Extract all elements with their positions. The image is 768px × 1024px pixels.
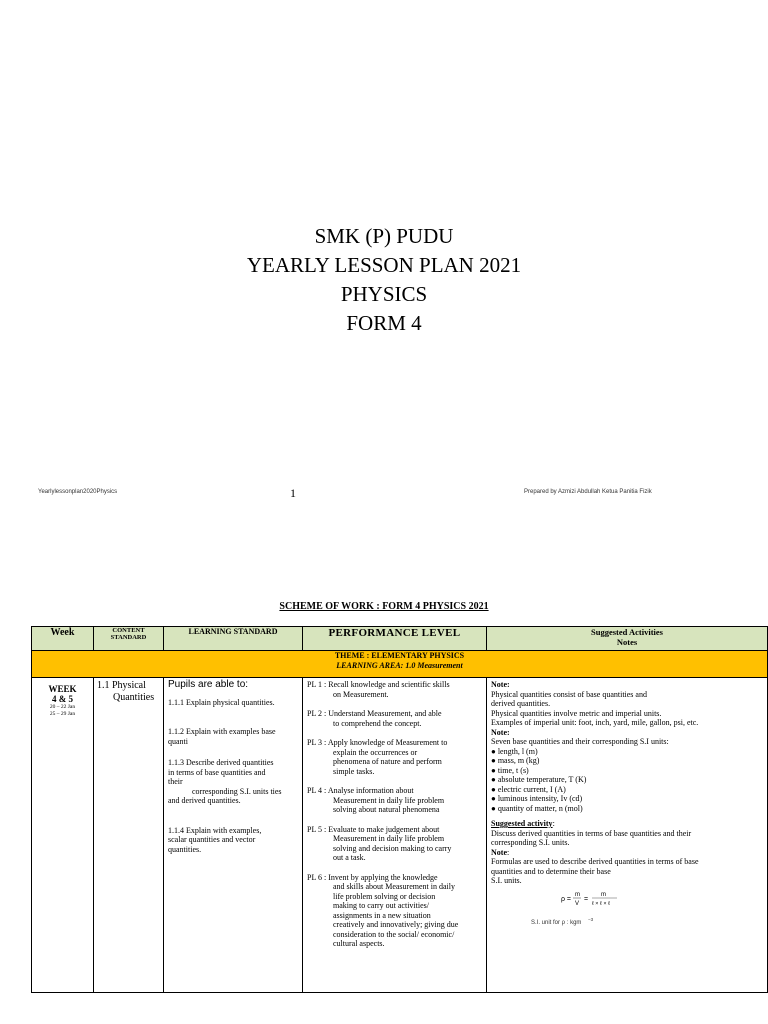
learning-standard-cell: [164, 678, 303, 993]
content-standard-cell: [94, 678, 164, 993]
formula-m1: m: [575, 891, 580, 898]
formula-V: V: [575, 900, 580, 907]
header-suggested-activities: Suggested Activities Notes: [487, 627, 768, 651]
page-number: 1: [290, 486, 296, 500]
week-date-2: 25 – 29 Jan: [49, 711, 76, 717]
week-label: WEEK: [48, 684, 77, 694]
list-item: ● luminous intensity, Iv (cd): [491, 794, 583, 803]
performance-level-1: PL 1 : Recall knowledge and scientific skills on Measurement.: [307, 680, 450, 699]
learning-area-label: LEARNING AREA: 1.0 Measurement: [336, 661, 463, 670]
formula-unit-exponent: −3: [588, 916, 594, 922]
footer-filename: Yearlylessonplan2020Physics: [38, 489, 118, 495]
scheme-title: SCHEME OF WORK : FORM 4 PHYSICS 2021: [279, 601, 489, 612]
performance-level-cell: [303, 678, 487, 993]
week-cell: [32, 678, 94, 993]
table-row: [32, 678, 768, 993]
learning-standard-2: 1.1.2 Explain with examples base quanti: [168, 727, 276, 746]
footer-author: Prepared by Azmizi Abdullah Ketua Panitia Fizik: [524, 489, 652, 495]
list-item: ● mass, m (kg): [491, 756, 540, 765]
content-standard-line-1: 1.1 Physical: [97, 680, 146, 691]
learning-standard-3: 1.1.3 Describe derived quantities in terms of base quantities and their corresponding S.I. units ties and derived quantities.: [168, 758, 282, 805]
list-item: ● electric current, I (A): [491, 784, 566, 794]
performance-level-5: PL 5 : Evaluate to make judgement about Measurement in daily life problem solving and decision making to carry out a task.: [307, 824, 452, 862]
theme-row: [32, 651, 768, 678]
suggested-activity-heading: Suggested activity:: [491, 819, 555, 828]
list-item: ● absolute temperature, T (K): [491, 775, 587, 784]
header-performance-level: PERFORMANCE LEVEL: [303, 627, 487, 651]
plan-title: YEARLY LESSON PLAN 2021: [246, 253, 522, 277]
formula-unit: S.I. unit for ρ : kgm: [531, 919, 582, 926]
learning-standard-4: 1.1.4 Explain with examples, scalar quantities and vector quantities.: [168, 825, 262, 854]
list-item: ● quantity of matter, n (mol): [491, 803, 583, 813]
performance-level-6: PL 6 : Invent by applying the knowledge and skills about Measurement in daily life problem solving or decision making to carry out activities/ assignments in a new situation creatively and innovatively; giving due consideration to the social/ economic/ cultural aspects.: [307, 872, 459, 948]
school-name: SMK (P) PUDU: [314, 224, 454, 248]
form-title: FORM 4: [346, 311, 422, 335]
performance-level-4: PL 4 : Analyse information about Measurement in daily life problem solving about natural phenomena: [307, 786, 445, 814]
learning-standard-1: 1.1.1 Explain physical quantities.: [168, 697, 275, 707]
theme-cell: [32, 651, 768, 678]
density-formula-graphic: [491, 886, 691, 932]
content-standard-line-2: Quantities: [113, 692, 155, 703]
table-header-row: [32, 627, 768, 651]
performance-level-2: PL 2 : Understand Measurement, and able to comprehend the concept.: [307, 709, 442, 728]
note-heading: Note:: [491, 680, 510, 689]
formula-rho: ρ =: [561, 895, 572, 903]
list-item: ● time, t (s): [491, 765, 529, 775]
performance-level-3: PL 3 : Apply knowledge of Measurement to explain the occurrences or phenomena of nature and perform simple tasks.: [307, 738, 448, 776]
page-footer: [0, 486, 768, 500]
learning-intro: Pupils are able to:: [168, 679, 249, 690]
header-week: Week: [32, 627, 94, 651]
formula-lll: ℓ × ℓ × ℓ: [592, 900, 610, 907]
week-numbers: 4 & 5: [52, 694, 73, 704]
subject-title: PHYSICS: [340, 282, 428, 306]
list-item: ● length, l (m): [491, 746, 538, 756]
scheme-of-work-table: [31, 626, 768, 993]
theme-label: THEME : ELEMENTARY PHYSICS: [334, 651, 465, 660]
cover-title-block: [0, 222, 768, 338]
note-heading: Note:: [491, 847, 510, 857]
week-date-1: 20 – 22 Jan: [49, 704, 76, 710]
suggested-activities-cell: Note: Physical quantities consist of base quantities and derived quantities. Physical quantities involve metric and imperial units. Examples of imperial unit: foot, inch, yard, mile, gallon, psi, etc. Note: Seven base quantities and their corresponding S.I units: ● length, l (m) ● mass, m (kg) ● time, t (s) ● absolute temperature, T (K) ● electric current, I (A) ● luminous intensity, Iv (cd) ● quantity of matter, n (mol) Suggested activity: Discuss derived quantities in terms of base quantities and their corresponding S.I. units. Note: Formulas are used to describe derived quantities in terms of base quantities and to determine their base S.I. units. ρ = m V = m ℓ × ℓ × ℓ S.I. unit for ρ : kgm −3: [487, 678, 768, 993]
header-learning-standard: LEARNING STANDARD: [164, 627, 303, 651]
formula-m2: m: [601, 891, 606, 898]
formula-eq: =: [584, 895, 589, 903]
note-heading: Note:: [491, 727, 510, 737]
density-formula: [491, 886, 763, 932]
header-content-standard: CONTENT STANDARD: [94, 627, 164, 651]
